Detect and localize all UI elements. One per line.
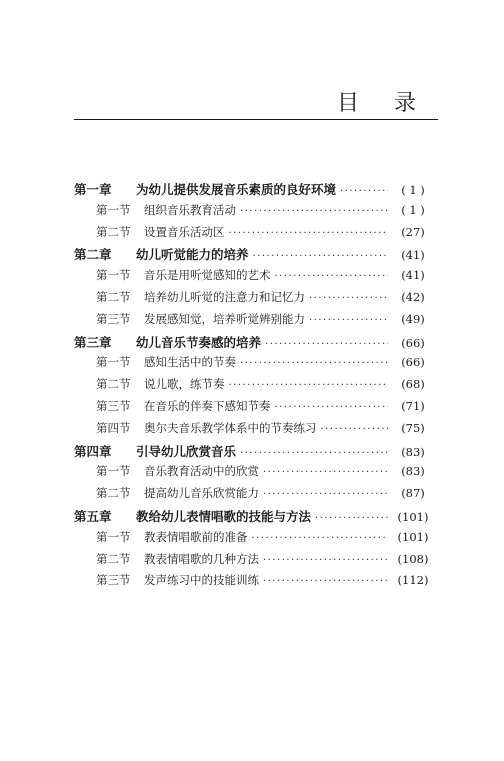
toc-number: 第一章 [74,182,112,197]
toc-number: 第四节 [96,420,131,435]
toc-number: 第二节 [96,551,131,566]
dot-leader [321,424,389,435]
toc-section-row [74,572,432,594]
table-of-contents [74,180,432,594]
toc-chapter-row [74,180,432,202]
toc-page-number: (42) [401,289,425,304]
toc-page-number: (101) [397,529,429,544]
toc-section-row [74,398,432,420]
toc-number: 第一节 [96,268,131,283]
toc-number: 第三节 [96,398,131,413]
dot-leader [309,315,388,326]
toc-title: 在音乐的伴奏下感知节奏 [144,398,271,413]
dot-leader [263,576,388,587]
dot-leader [315,513,388,524]
toc-number: 第三章 [74,334,112,350]
toc-page-number: (83) [401,444,425,459]
toc-title: 设置音乐活动区 [144,224,225,239]
toc-title: 幼儿音乐节奏感的培养 [136,334,262,350]
toc-number: 第一节 [96,529,131,544]
dot-leader [263,489,388,500]
toc-title: 感知生活中的节奏 [144,355,236,370]
toc-title: 奥尔夫音乐教学体系中的节奏练习 [144,420,317,435]
toc-title: 音乐教育活动中的欣赏 [144,464,259,479]
toc-chapter-row [74,245,432,267]
toc-number: 第三节 [96,311,131,326]
toc-page-number: (108) [397,551,429,566]
toc-number: 第五章 [74,508,112,524]
toc-page-number: (112) [397,573,429,588]
toc-page-number: ( 1 ) [401,202,425,217]
toc-title: 教给幼儿表情唱歌的技能与方法 [136,508,312,524]
toc-number: 第一节 [96,464,131,479]
toc-title: 发展感知觉，培养听觉辨别能力 [144,311,305,326]
dot-leader [240,206,388,217]
dot-leader [229,228,389,239]
toc-number: 第一节 [96,202,131,217]
toc-section-row [74,289,432,311]
toc-chapter-row [74,442,432,464]
toc-section-row [74,551,432,573]
toc-section-row [74,420,432,442]
toc-title: 教表情唱歌的几种方法 [144,551,259,566]
toc-title: 组织音乐教育活动 [144,202,236,217]
toc-number: 第二节 [96,486,131,501]
toc-title: 培养幼儿听觉的注意力和记忆力 [144,289,305,304]
toc-chapter-row [74,333,432,355]
toc-page-number: (41) [401,268,425,283]
toc-page-number: (75) [401,420,425,435]
toc-section-row [74,376,432,398]
toc-page-number: (41) [401,248,425,263]
dot-leader [263,467,388,478]
toc-page-number: (66) [401,335,425,350]
dot-leader [240,448,388,459]
dot-leader [240,358,388,369]
toc-number: 第二章 [74,247,112,263]
dot-leader [229,380,389,391]
toc-title: 提高幼儿音乐欣赏能力 [144,486,259,501]
toc-number: 第二节 [96,289,131,304]
toc-title: 音乐是用听觉感知的艺术 [144,268,271,283]
title-divider [74,119,438,120]
toc-number: 第四章 [74,443,112,459]
toc-page-number: (49) [401,311,425,326]
dot-leader [309,293,388,304]
toc-page-number: (27) [401,224,425,239]
toc-page-number: (71) [401,398,425,413]
toc-number: 第二节 [96,377,131,392]
dot-leader [252,533,389,544]
dot-leader [275,402,389,413]
toc-title: 说儿歌，练节奏 [144,377,225,392]
toc-title: 为幼儿提供发展音乐素质的良好环境 [136,182,337,197]
toc-page-number: (87) [401,486,425,501]
toc-section-row [74,463,432,485]
toc-section-row [74,529,432,551]
toc-section-row [74,311,432,333]
dot-leader [275,271,389,282]
toc-title: 教表情唱歌前的准备 [144,529,248,544]
toc-section-row [74,224,432,246]
dot-leader [265,339,388,350]
dot-leader [340,186,388,197]
toc-section-row [74,202,432,224]
toc-section-row [74,485,432,507]
toc-number: 第二节 [96,224,131,239]
dot-leader [263,555,388,566]
toc-number: 第三节 [96,573,131,588]
toc-chapter-row [74,507,432,529]
dot-leader [253,251,388,262]
toc-page-number: (66) [401,355,425,370]
page-title: 目 录 [337,91,430,116]
toc-title: 发声练习中的技能训练 [144,573,259,588]
toc-page-number: (83) [401,464,425,479]
toc-section-row [74,267,432,289]
toc-page-number: (68) [401,377,425,392]
toc-page-number: (101) [397,509,429,524]
toc-page-number: ( 1 ) [401,183,425,197]
toc-number: 第一节 [96,355,131,370]
toc-section-row [74,354,432,376]
toc-title: 引导幼儿欣赏音乐 [136,443,237,459]
toc-title: 幼儿听觉能力的培养 [136,247,249,263]
